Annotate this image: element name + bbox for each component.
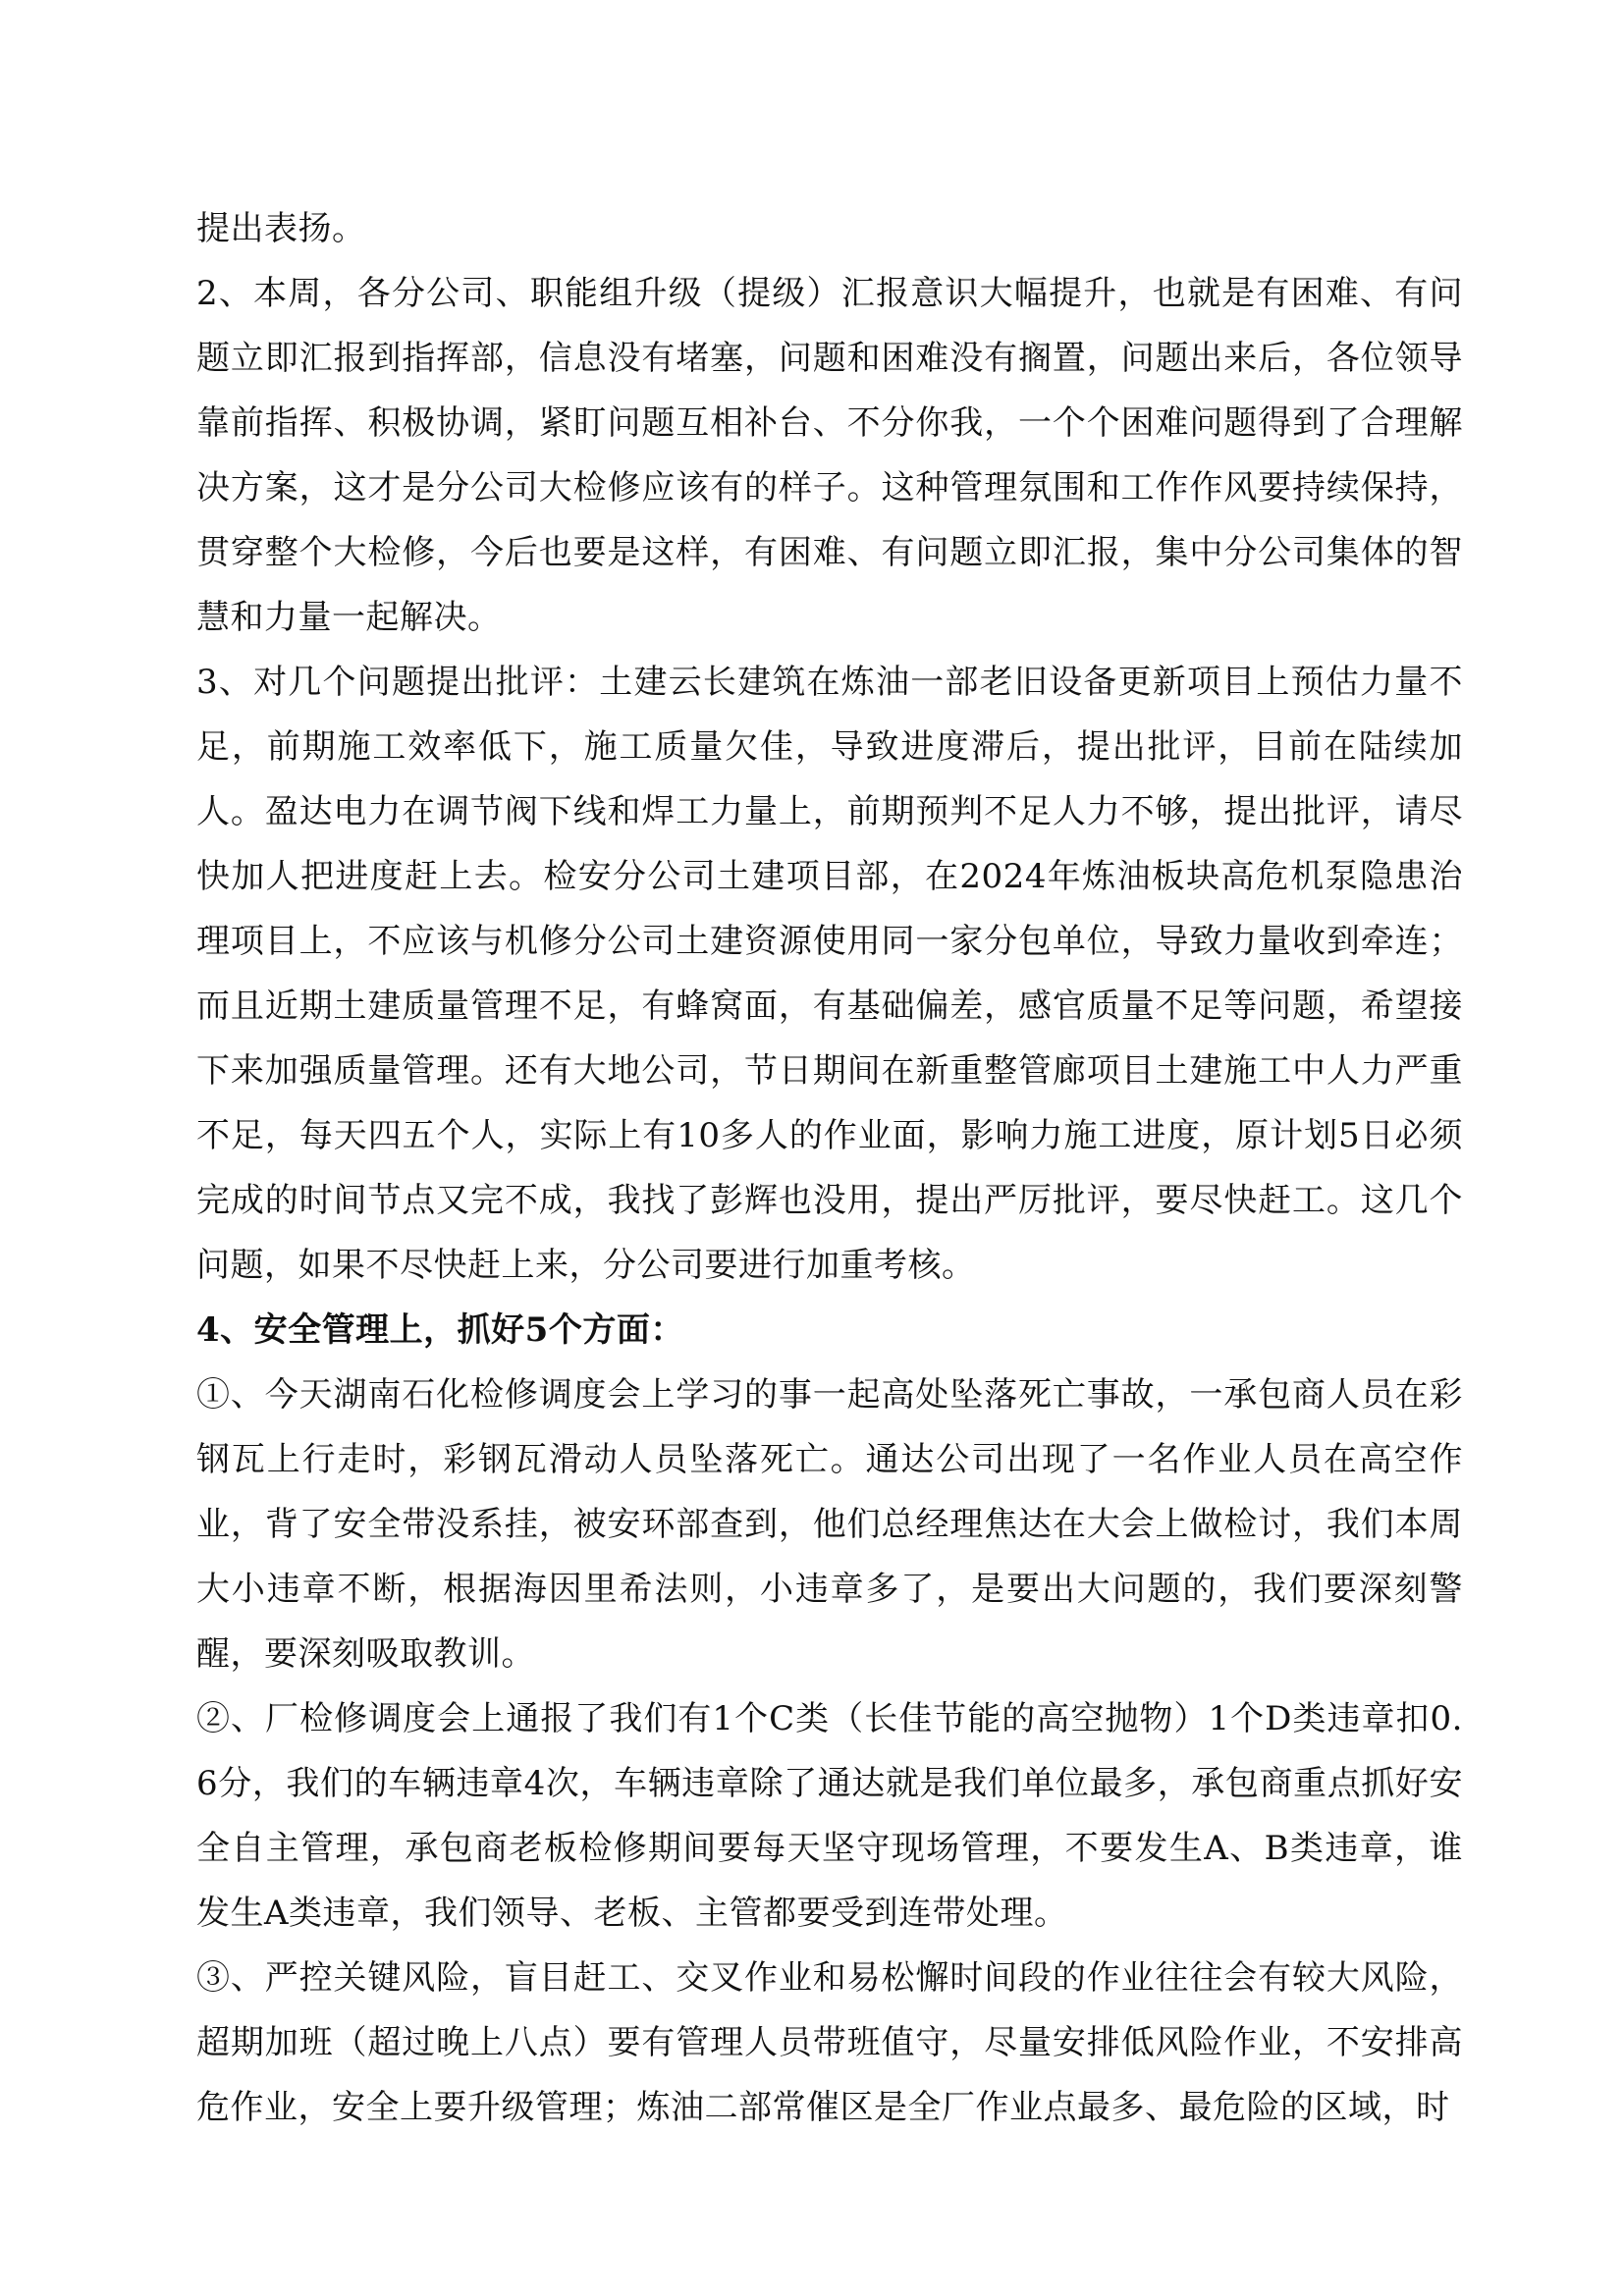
paragraph-item-3-criticism: 3、对几个问题提出批评：土建云长建筑在炼油一部老旧设备更新项目上预估力量不足，前期施工效率低下，施工质量欠佳，导致进度滞后，提出批评，目前在陆续加人。盈达电力在调节阀下线和焊工力量上，前期预判不足人力不够，提出批评，请尽快加人把进度赶上去。检安分公司土建项目部，在2024年炼油板块高危机泵隐患治理项目上，不应该与机修分公司土建资源使用同一家分包单位，导致力量收到牵连；而且近期土建质量管理不足，有蜂窝面，有基础偏差，感官质量不足等问题，希望接下来加强质量管理。还有大地公司，节日期间在新重整管廊项目土建施工中人力严重不足，每天四五个人，实际上有10多人的作业面，影响力施工进度，原计划5日必须完成的时间节点又完不成，我找了彭辉也没用，提出严厉批评，要尽快赶工。这几个问题，如果不尽快赶上来，分公司要进行加重考核。 [196, 663, 1463, 1285]
paragraph-item-2-reporting: 2、本周，各分公司、职能组升级（提级）汇报意识大幅提升，也就是有困难、有问题立即汇报到指挥部，信息没有堵塞，问题和困难没有搁置，问题出来后，各位领导靠前指挥、积极协调，紧盯问题互相补台、不分你我，一个个困难问题得到了合理解决方案，这才是分公司大检修应该有的样子。这种管理氛围和工作作风要持续保持，贯穿整个大检修，今后也要是这样，有困难、有问题立即汇报，集中分公司集体的智慧和力量一起解决。 [196, 274, 1463, 637]
paragraph-safety-point-2: ②、厂检修调度会上通报了我们有1个C类（长佳节能的高空抛物）1个D类违章扣0.6分，我们的车辆违章4次，车辆违章除了通达就是我们单位最多，承包商重点抓好安全自主管理，承包商老板检修期间要每天坚守现场管理，不要发生A、B类违章，谁发生A类违章，我们领导、老板、主管都要受到连带处理。 [196, 1699, 1463, 1933]
paragraph-praise-end: 提出表扬。 [196, 209, 366, 248]
document-body [196, 196, 1463, 2140]
paragraph-safety-point-1: ①、今天湖南石化检修调度会上学习的事一起高处坠落死亡事故，一承包商人员在彩钢瓦上行走时，彩钢瓦滑动人员坠落死亡。通达公司出现了一名作业人员在高空作业，背了安全带没系挂，被安环部查到，他们总经理焦达在大会上做检讨，我们本周大小违章不断，根据海因里希法则，小违章多了，是要出大问题的，我们要深刻警醒，要深刻吸取教训。 [196, 1375, 1463, 1674]
paragraph-safety-point-3: ③、严控关键风险，盲目赶工、交叉作业和易松懈时间段的作业往往会有较大风险，超期加班（超过晚上八点）要有管理人员带班值守，尽量安排低风险作业，不安排高危作业，安全上要升级管理；炼油二部常催区是全厂作业点最多、最危险的区域，时 [196, 1958, 1463, 2127]
heading-item-4-safety: 4、安全管理上，抓好5个方面： [196, 1310, 684, 1350]
